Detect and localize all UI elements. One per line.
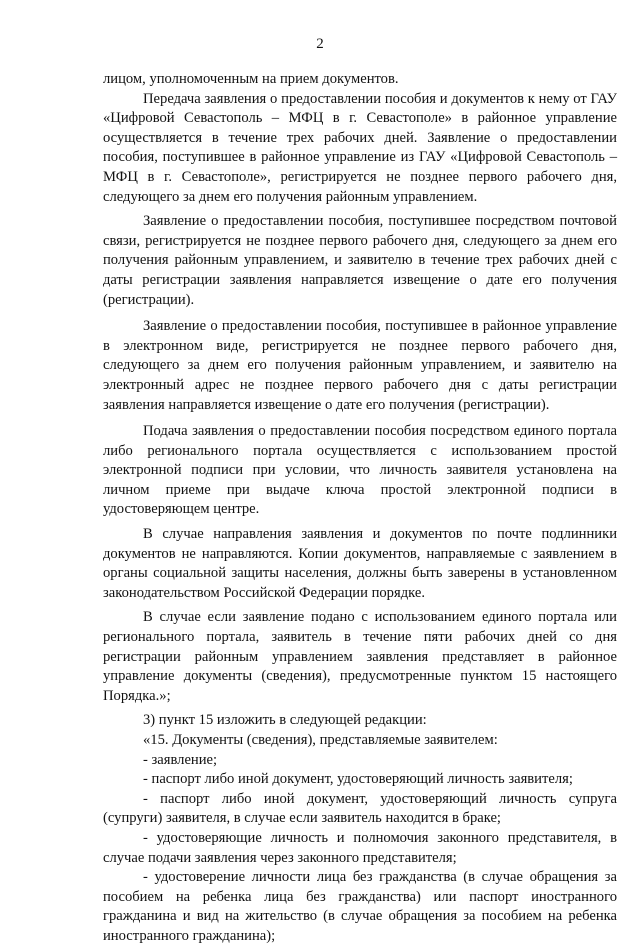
paragraph-transfer-mfc: Передача заявления о предоставлении пособия и документов к нему от ГАУ «Цифровой Севастополь – МФЦ в г. Севастополе» в районное управление осуществляется в течение трех рабочих дней. Заявление о предоставлении пособия, поступившее в районное управление из ГАУ «Цифровой Севастополь – МФЦ в г. Севастополе», регистрируется не позднее первого рабочего дня, следующего за днем его получения районным управлением. [103, 90, 617, 205]
list-item-applicant-passport: - паспорт либо иной документ, удостоверяющий личность заявителя; [143, 771, 573, 788]
paragraph-amendment-item-3: 3) пункт 15 изложить в следующей редакции: [143, 712, 427, 729]
paragraph-postal-registration: Заявление о предоставлении пособия, поступившее посредством почтовой связи, регистрируется не позднее первого рабочего дня, следующего за днем его получения районным управлением, и заявителю в течение трех рабочих дней с даты регистрации заявления направляется извещение о дате его получения (регистрации). [103, 213, 617, 308]
paragraph-portal-submission: Подача заявления о предоставлении пособия посредством единого портала либо регионального портала осуществляется с использованием простой электронной подписи при условии, что личность заявителя установлена на личном приеме при выдаче ключа простой электронной подписи в удостоверяющем центре. [103, 423, 617, 518]
list-item-spouse-passport: - паспорт либо иной документ, удостоверяющий личность супруга (супруги) заявителя, в случае если заявитель находится в браке; [103, 790, 617, 827]
list-item-application: - заявление; [143, 751, 218, 768]
list-item-stateless-foreign-documents: - удостоверение личности лица без гражданства (в случае обращения за пособием на ребенка лица без гражданства) или паспорт иностранного гражданина и вид на жительство (в случае обращения за пособием на ребенка иностранного гражданина); [103, 869, 617, 944]
page-number: 2 [316, 36, 324, 52]
paragraph-clause-15-heading: «15. Документы (сведения), представляемые заявителем: [143, 732, 498, 748]
paragraph-continuation: лицом, уполномоченным на прием документов. [103, 71, 399, 87]
paragraph-portal-documents: В случае если заявление подано с использованием единого портала или регионального портала, заявитель в течение пяти рабочих дней со дня регистрации районным управлением заявления представляет в районное управление документы (сведения), предусмотренные пунктом 15 настоящего Порядка.»; [103, 609, 617, 704]
document-body [103, 70, 617, 947]
paragraph-postal-documents: В случае направления заявления и документов по почте подлинники документов не направляются. Копии документов, направляемые с заявлением в органы социальной защиты населения, должны быть заверены в установленном законодательством Российской Федерации порядке. [103, 526, 617, 601]
list-item-representative-documents: - удостоверяющие личность и полномочия законного представителя, в случае подачи заявления через законного представителя; [103, 829, 617, 866]
paragraph-electronic-registration: Заявление о предоставлении пособия, поступившее в районное управление в электронном виде, регистрируется не позднее первого рабочего дня, следующего за днем его получения районным управлением, и заявителю на электронный адрес не позднее первого рабочего дня с даты регистрации заявления направляется извещение о дате его получения (регистрации). [103, 318, 617, 413]
